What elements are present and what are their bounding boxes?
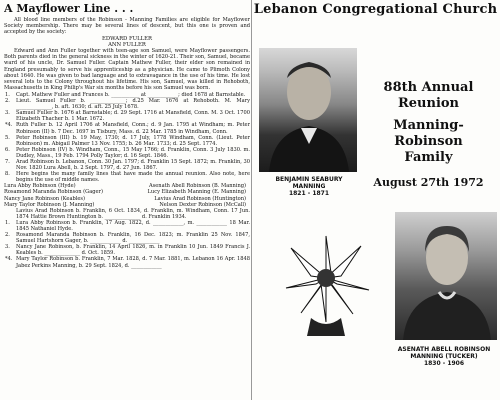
generation-item: 5. Peter Robinson (III) b. 19 May, 1730; d. 17 July, 1778 Windham, Conn. (Lieut. Peter Robinson) m. Abigail Palmer 13 Nov. 1755; b. 26 Mar. 1733; d. 25 Sept. 1774. — [5, 134, 250, 147]
section-title: A Mayflower Line . . . — [4, 2, 134, 15]
generation-item: 1. Capt. Mathew Fuller and Frances b. ___________ at ____________; died 1678 at Barnstable. — [5, 91, 246, 98]
man-caption — [257, 176, 361, 197]
portrait-asenath-manning — [395, 212, 497, 340]
descendant-pair-row: Lura Abby Robinson (Hyde) Asenath Abell Robinson (B. Manning) — [4, 183, 246, 190]
generation-item: 6. Peter Robinson (IV) b. Windham, Conn., 15 May 1766; d. Franklin, Conn. 3 July 1830. m. Dudley, Mass., 19 Feb. 1794 Polly Taylor; d. 16 Sept. 1846. — [5, 146, 250, 159]
generation-item: 2. Lieut. Samuel Fuller b. ______________; d.25 Mar. 1676 at Rehoboth. M. Mary ______________, b. aft. 1630; d. aft. 25 July 1678. — [5, 98, 250, 111]
portrait-benjamin-manning — [259, 48, 357, 172]
generation-item: 7. Arad Robinson b. Lebanon, Conn. 30 Jan. 1797; d. Franklin 15 Sept. 1872; m. Franklin, 30 Nov. 1820 Lura Abell, b. 2 Sept. 1797, d. 27 Jun. 1867. — [5, 158, 250, 172]
children-list — [4, 220, 250, 269]
man-portrait-icon — [259, 48, 357, 172]
man-name: BENJAMIN SEABURY — [275, 176, 343, 183]
woman-caption — [389, 346, 499, 367]
mayflower-line-column — [4, 2, 250, 396]
generation-list — [4, 92, 250, 183]
descendant-pairs — [4, 183, 250, 207]
family-label: Family — [404, 150, 453, 165]
fold-divider — [251, 0, 252, 400]
woman-surname: MANNING (TUCKER) — [410, 353, 478, 360]
child-item: 1. Lura Abby Robinson b. Franklin, 17 Aug. 1822, d. ____________, m. ____________ 18 Mar. 1845 Nathaniel Hyde. — [5, 219, 250, 232]
flower-illustration-icon — [271, 218, 381, 338]
reunion-title: 88th Annual Reunion — [383, 80, 474, 111]
family-name: Manning-Robinson — [393, 118, 464, 149]
man-years: 1821 - 1871 — [288, 190, 330, 197]
generation-item: *4. Ruth Fuller b. 12 April 1706 at Mansfield, Conn.; d. 9 Jan. 1795 at Windham; m. Peter Robinson (II) b. 7 Dec. 1697 in Tisbury, Mass. d. 22 Mar. 1785 in Windham, Conn. — [5, 122, 250, 135]
generation-item: 8. Here begins the many family lines that have made the annual reunion. Also note, here begins the use of middle names. — [5, 171, 250, 184]
fuller-biography: Edward and Ann Fuller together with teen-age son Samuel, were Mayflower passengers. Both parents died in the general sickness in the winter of 1620-21. Their son, Samuel, became ward of his uncle, Dr. Samuel Fuller. Captain Mathew Fuller, their elder son remained in England presumably to serve his apprenticeship as a physician. He came to Plimoth Colony about 1640. He was given to bad language and to extravagance in the use of his time. He lost several lots to the Colony throughout his lifetime. His son, Samuel, was killed in Rehoboth, Massachusetts in King Philip's War six months before his son Samuel was born. — [4, 48, 250, 91]
man-surname: MANNING — [292, 183, 326, 190]
generation-item: 3. Samuel Fuller b. 1676 at Barnstable; d. 29 Sept. 1716 at Mansfield, Conn. M. 3 Oct. 1700 Elizabeth Thacher b. 1 Mar. 1672. — [5, 110, 250, 123]
ancestor-ann-fuller: ANN FULLER — [108, 42, 146, 49]
reunion-date: August 27th 1972 — [373, 176, 484, 189]
child-item: *4. Mary Taylor Robinson b. Franklin, 7 Mar. 1828, d. 7 Mar. 1881, m. Lebanon 16 Apr. 1848 Jabez Perkins Manning, b. 29 Sept. 1824, d. ____________ — [5, 256, 250, 269]
descendant-pair-row: Mary Taylor Robinson (J. Manning) Nelson Dexter Robinson (McCall) — [4, 201, 246, 208]
intro-paragraph: All blood line members of the Robinson - Manning Families are eligible for Mayflower Society membership. There may be several lines of descent, but this one is proven and accepted by the society: — [4, 17, 250, 36]
church-title: Lebanon Congregational Church — [253, 2, 498, 17]
cover-column — [253, 0, 498, 400]
lavius-entry: Lavius Arad Robinson b. Franklin, 6 Oct. 1834, d. Franklin, m. Windham, Conn. 17 Jun. 1874 Hattie Brown Huntington b. ______________ d. Franklin 1934. — [16, 207, 250, 220]
descendant-pair-row: Nancy Jane Robinson (Keables) Lavius Arad Robinson (Huntington) — [4, 195, 246, 202]
child-item: 3. Nancy Jane Robinson, b. Franklin, 14 April 1826, m. in Franklin 10 Jun. 1849 Francis J. Keables b. ______________ d. Oct. 1859. — [5, 244, 250, 257]
woman-name: ASENATH ABELL ROBINSON — [397, 346, 491, 353]
woman-years: 1830 - 1906 — [423, 360, 465, 367]
reunion-heading — [361, 80, 496, 190]
descendant-pair-row: Rosamond Maranda Robinson (Gager) Lucy Elizabeth Manning (E. Manning) — [4, 189, 246, 196]
woman-portrait-icon — [395, 212, 497, 340]
child-item: 2. Rosamond Maranda Robinson b. Franklin, 16 Dec. 1823; m. Franklin 25 Nov. 1847, Samuel Hartshorn Gager, b. ____________ d. ____________ — [5, 232, 250, 245]
ancestor-edward-fuller: EDWARD FULLER — [101, 36, 153, 43]
